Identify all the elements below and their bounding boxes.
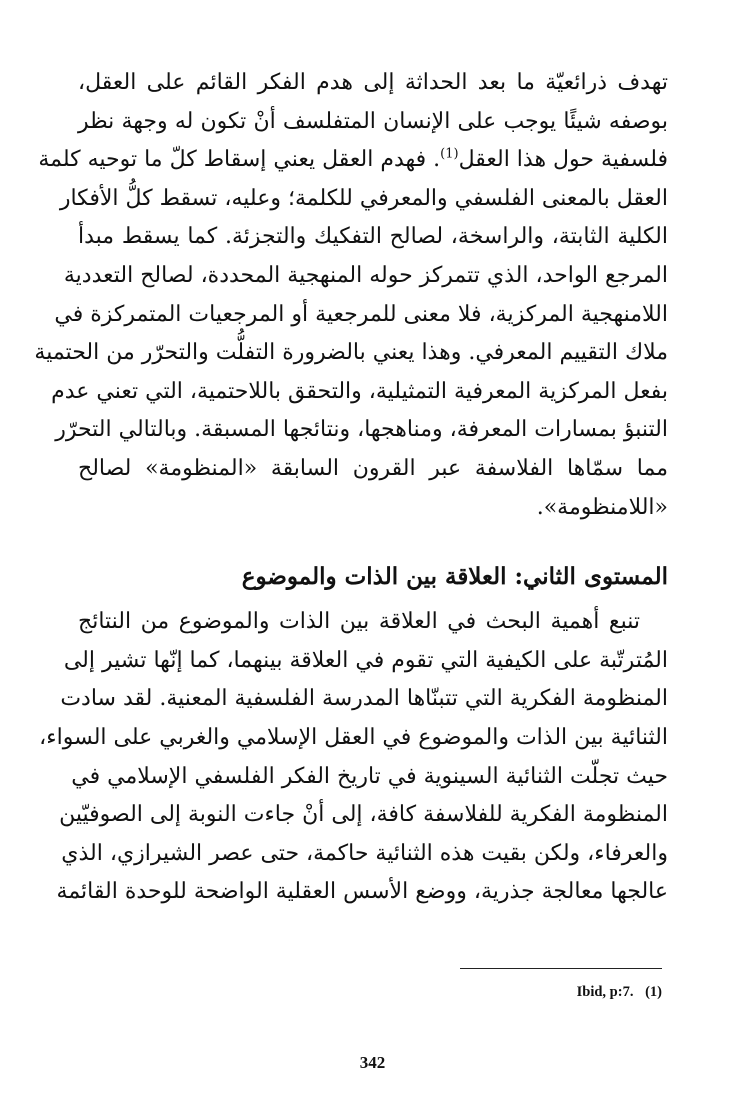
page-body	[34, 64, 669, 912]
text-line: «اللامنظومة».	[536, 494, 668, 520]
text-fragment: . فهدم العقل يعني إسقاط كلّ ما توحيه كلمة	[38, 147, 441, 173]
section-heading: المستوى الثاني: العلاقة بين الذات والموضوع	[241, 563, 668, 591]
text-line: المنظومة الفكرية التي تتبنّاها المدرسة الفلسفية المعنية. لقد سادت	[60, 686, 668, 712]
text-line: المُترتّبة على الكيفية التي تقوم في العلاقة بينهما، كما إنّها تشير إلى	[63, 647, 668, 673]
text-line: المرجع الواحد، الذي تتمركز حوله المنهجية المحددة، لصالح التعددية	[63, 262, 668, 288]
text-line: الكلية الثابتة، والراسخة، لصالح التفكيك والتجزئة. كما يسقط مبدأ	[78, 224, 668, 250]
text-line: والعرفاء، ولكن بقيت هذه الثنائية حاكمة، حتى عصر الشيرازي، الذي	[61, 840, 668, 866]
page-number: 342	[359, 1053, 386, 1072]
footnote	[460, 984, 662, 1001]
footnote-reference[interactable]: (1)	[440, 146, 459, 162]
text-line: المنظومة الفكرية للفلاسفة كافة، إلى أنْ جاءت النوبة إلى الصوفيّين	[59, 802, 668, 828]
text-line: ملاك التقييم المعرفي. وهذا يعني بالضرورة التفلُّت والتحرّر من الحتمية	[34, 340, 668, 366]
text-line: بفعل المركزية المعرفية التمثيلية، والتحقق باللاحتمية، التي تعني عدم	[51, 378, 668, 404]
text-line: الثنائية بين الذات والموضوع في العقل الإسلامي والغربي على السواء،	[39, 724, 668, 750]
footnote-number: (1)	[645, 984, 662, 1000]
text-line: عالجها معالجة جذرية، ووضع الأسس العقلية الواضحة للوحدة القائمة	[56, 879, 668, 905]
text-line	[38, 141, 668, 180]
text-line: بوصفه شيئًا يوجب على الإنسان المتفلسف أنْ تكون له وجهة نظر	[78, 108, 669, 134]
text-line: تنبع أهمية البحث في العلاقة بين الذات والموضوع من النتائج	[78, 609, 640, 635]
text-fragment: فلسفية حول هذا العقل	[458, 147, 668, 173]
text-line: التنبؤ بمسارات المعرفة، ومناهجها، ونتائجها المسبقة. وبالتالي التحرّر	[55, 417, 668, 443]
footnote-divider	[460, 968, 662, 969]
text-line: تهدف ذرائعيّة ما بعد الحداثة إلى هدم الفكر القائم على العقل،	[78, 70, 668, 95]
text-line: مما سمّاها الفلاسفة عبر القرون السابقة «المنظومة» لصالح	[78, 455, 668, 481]
footnote-text: Ibid, p:7.	[576, 984, 634, 1000]
paragraph-1	[34, 64, 669, 527]
paragraph-2	[39, 603, 668, 912]
text-line: حيث تجلّت الثنائية السينوية في تاريخ الفكر الفلسفي الإسلامي في	[71, 763, 668, 789]
text-line: العقل بالمعنى الفلسفي والمعرفي للكلمة؛ وعليه، تسقط كلُّ الأفكار	[59, 185, 668, 211]
text-line: اللامنهجية المركزية، فلا معنى للمرجعية أو المرجعيات المتمركزة في	[54, 301, 668, 327]
